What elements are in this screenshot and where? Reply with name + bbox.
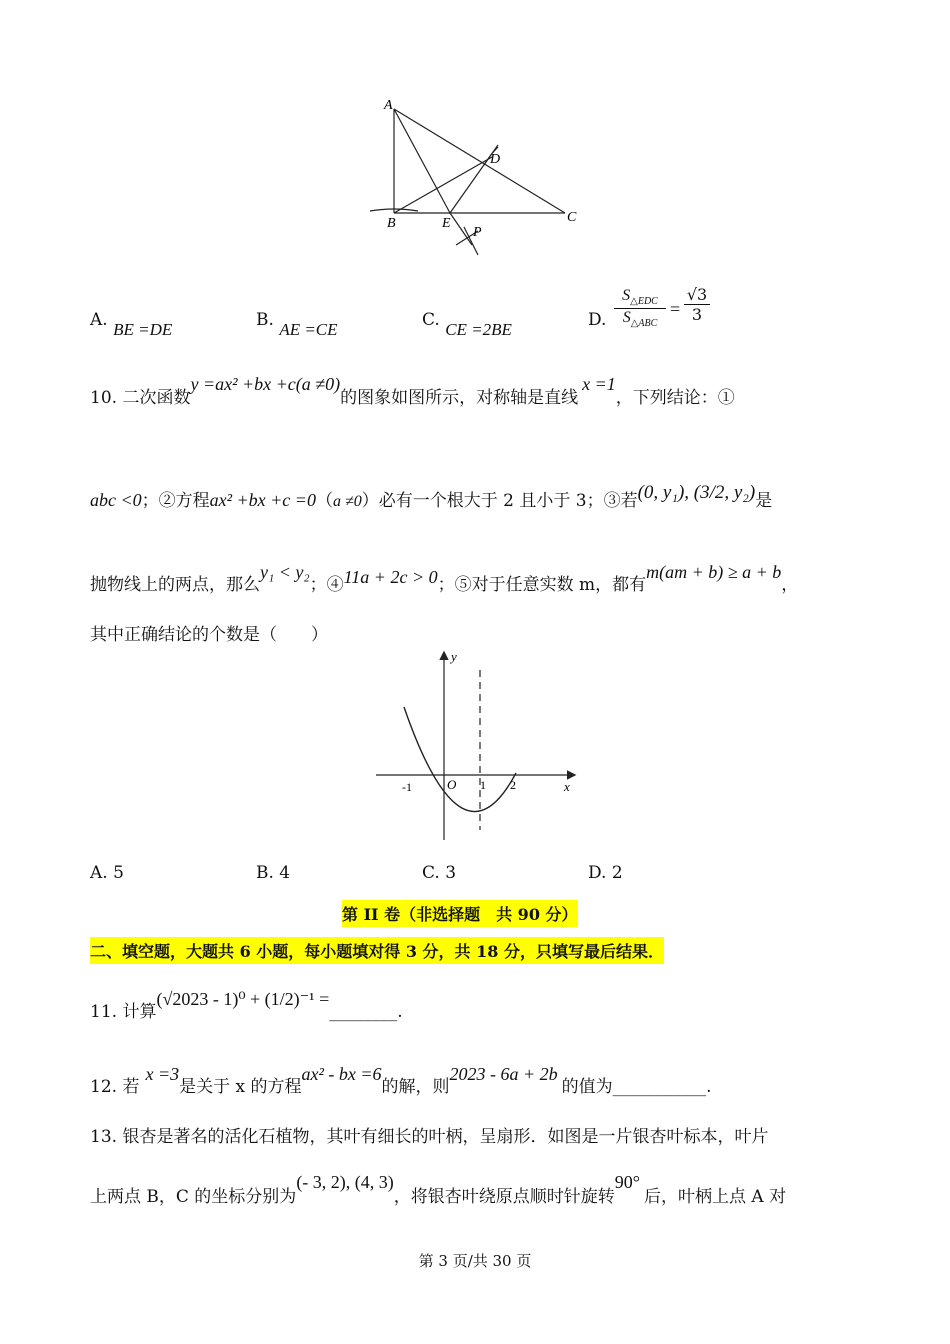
q12-end: . xyxy=(706,1077,712,1097)
q11-number: 11. 计算 xyxy=(90,1002,157,1022)
q10-line2-a: ；②方程 xyxy=(141,491,210,511)
q12-c: 的解，则 xyxy=(381,1077,450,1097)
q9-d-rhs-num: √3 xyxy=(684,285,710,305)
q10-option-d[interactable]: D. 2 xyxy=(588,863,623,883)
label-b: B xyxy=(387,216,396,231)
q9-d-den-sub: △ABC xyxy=(630,318,658,330)
q10-line2 xyxy=(90,478,773,511)
label-e: E xyxy=(442,216,451,231)
q9-option-a-letter: A. xyxy=(90,310,108,330)
label-a: A xyxy=(384,98,393,113)
section2-instruction: 二、填空题，大题共 6 小题，每小题填对得 3 分，共 18 分，只填写最后结果． xyxy=(90,937,664,964)
q10-line4: 其中正确结论的个数是（ ） xyxy=(90,625,328,645)
q9-option-a-expr: BE =DE xyxy=(113,320,173,339)
q11-end: . xyxy=(397,1002,403,1022)
q10-line3-end: ， xyxy=(781,575,799,595)
q10-paren-open: （ xyxy=(315,491,333,511)
q12-b: 是关于 x 的方程 xyxy=(179,1077,302,1097)
q10-option-a[interactable]: A. 5 xyxy=(90,863,124,883)
q10-function: y =ax² +bx +c(a ≠0) xyxy=(190,374,341,394)
label-d: D xyxy=(490,152,501,167)
q9-option-d-fraction xyxy=(614,287,666,329)
y-axis-label: y xyxy=(451,649,457,664)
label-p: P xyxy=(473,225,482,240)
q9-option-d-letter: D. xyxy=(588,310,607,330)
q9-d-num: S xyxy=(622,287,631,304)
q9-option-c-expr: CE =2BE xyxy=(445,320,512,339)
q12-a: 12. 若 xyxy=(90,1077,140,1097)
q10-line2-end: 是 xyxy=(755,491,773,511)
q10-points: (0, y₁), (3/2, y₂) xyxy=(637,482,756,503)
q10-line3-c: ；⑤对于任意实数 m，都有 xyxy=(437,575,647,595)
q10-quadratic-eq: ax² +bx +c =0 xyxy=(209,490,316,510)
q10-line1-mid: 的图象如图所示，对称轴是直线 xyxy=(340,388,579,408)
q10-cond-a: a ≠0 xyxy=(332,493,362,510)
q10-ineq-y: y₁ < y₂ xyxy=(260,562,310,582)
q10-axis: x =1 xyxy=(582,374,616,394)
label-c: C xyxy=(567,210,577,225)
q11-expression: (√2023 - 1)⁰ + (1/2)⁻¹ = xyxy=(156,989,330,1009)
q10-cond-abc: abc <0 xyxy=(90,490,142,510)
triangle-figure xyxy=(360,95,600,260)
q9-d-num-sub: △EDC xyxy=(630,296,658,308)
segment-bd xyxy=(394,157,492,213)
page-footer: 第 3 页/共 30 页 xyxy=(418,1252,532,1270)
tick-neg1: -1 xyxy=(402,780,412,794)
q10-line1-end: ，下列结论：① xyxy=(615,388,735,408)
q12-expression: 2023 - 6a + 2b xyxy=(449,1064,558,1084)
q10-line2-b: ）必有一个根大于 2 且小于 3；③若 xyxy=(361,491,638,511)
q10-option-c[interactable]: C. 3 xyxy=(422,863,457,883)
q9-option-b[interactable] xyxy=(256,310,338,339)
q9-option-b-letter: B. xyxy=(256,310,274,330)
q10-option-b[interactable]: B. 4 xyxy=(256,863,291,883)
segment-ep xyxy=(450,213,472,245)
q13-line2-a: 上两点 B，C 的坐标分别为 xyxy=(90,1187,297,1207)
q10-ineq-11a: 11a + 2c > 0 xyxy=(343,567,438,587)
q9-d-rhs-den: 3 xyxy=(691,305,703,324)
q10-line3 xyxy=(90,558,799,595)
q13-line2-c: 后，叶柄上点 A 对 xyxy=(644,1187,787,1207)
q9-option-a[interactable] xyxy=(90,310,173,339)
q11 xyxy=(90,985,403,1022)
q13-line2 xyxy=(90,1168,787,1207)
q12-equation: ax² - bx =6 xyxy=(301,1064,382,1084)
q9-d-den: S xyxy=(622,309,631,327)
q13-line2-b: ，将银杏叶绕原点顺时针旋转 xyxy=(393,1187,615,1207)
q9-option-d[interactable] xyxy=(588,285,728,345)
parabola-curve xyxy=(404,707,516,812)
q11-blank[interactable]: ________ xyxy=(329,1002,398,1022)
q9-d-eq: = xyxy=(670,299,681,319)
q10-line3-a: 抛物线上的两点，那么 xyxy=(90,575,260,595)
q9-option-d-rhs xyxy=(684,285,710,324)
q10-number: 10. 二次函数 xyxy=(90,388,191,408)
x-axis-label: x xyxy=(564,779,570,794)
q12-d: 的值为 xyxy=(561,1077,613,1097)
q12-condition: x =3 xyxy=(145,1064,180,1084)
q10-line1 xyxy=(90,370,735,408)
q9-option-b-expr: AE =CE xyxy=(279,320,338,339)
segment-ac xyxy=(394,109,565,213)
q10-ineq-m: m(am + b) ≥ a + b xyxy=(646,562,782,582)
q12-blank[interactable]: ___________ xyxy=(612,1077,707,1097)
parabola-graph xyxy=(370,645,585,845)
tick-1: 1 xyxy=(480,778,486,792)
origin-label: O xyxy=(447,777,457,792)
q12 xyxy=(90,1060,712,1097)
q9-option-c-letter: C. xyxy=(422,310,440,330)
q10-line3-b: ；④ xyxy=(309,575,344,595)
section2-title: 第 II 卷（非选择题 共 90 分） xyxy=(342,900,578,927)
q13-angle: 90° xyxy=(614,1172,640,1192)
tick-2: 2 xyxy=(510,778,516,792)
q13-line1: 13. 银杏是著名的活化石植物，其叶有细长的叶柄，呈扇形．如图是一片银杏叶标本，叶片 xyxy=(90,1127,769,1147)
q9-option-c[interactable] xyxy=(422,310,512,339)
q13-coords: (- 3, 2), (4, 3) xyxy=(296,1172,394,1192)
